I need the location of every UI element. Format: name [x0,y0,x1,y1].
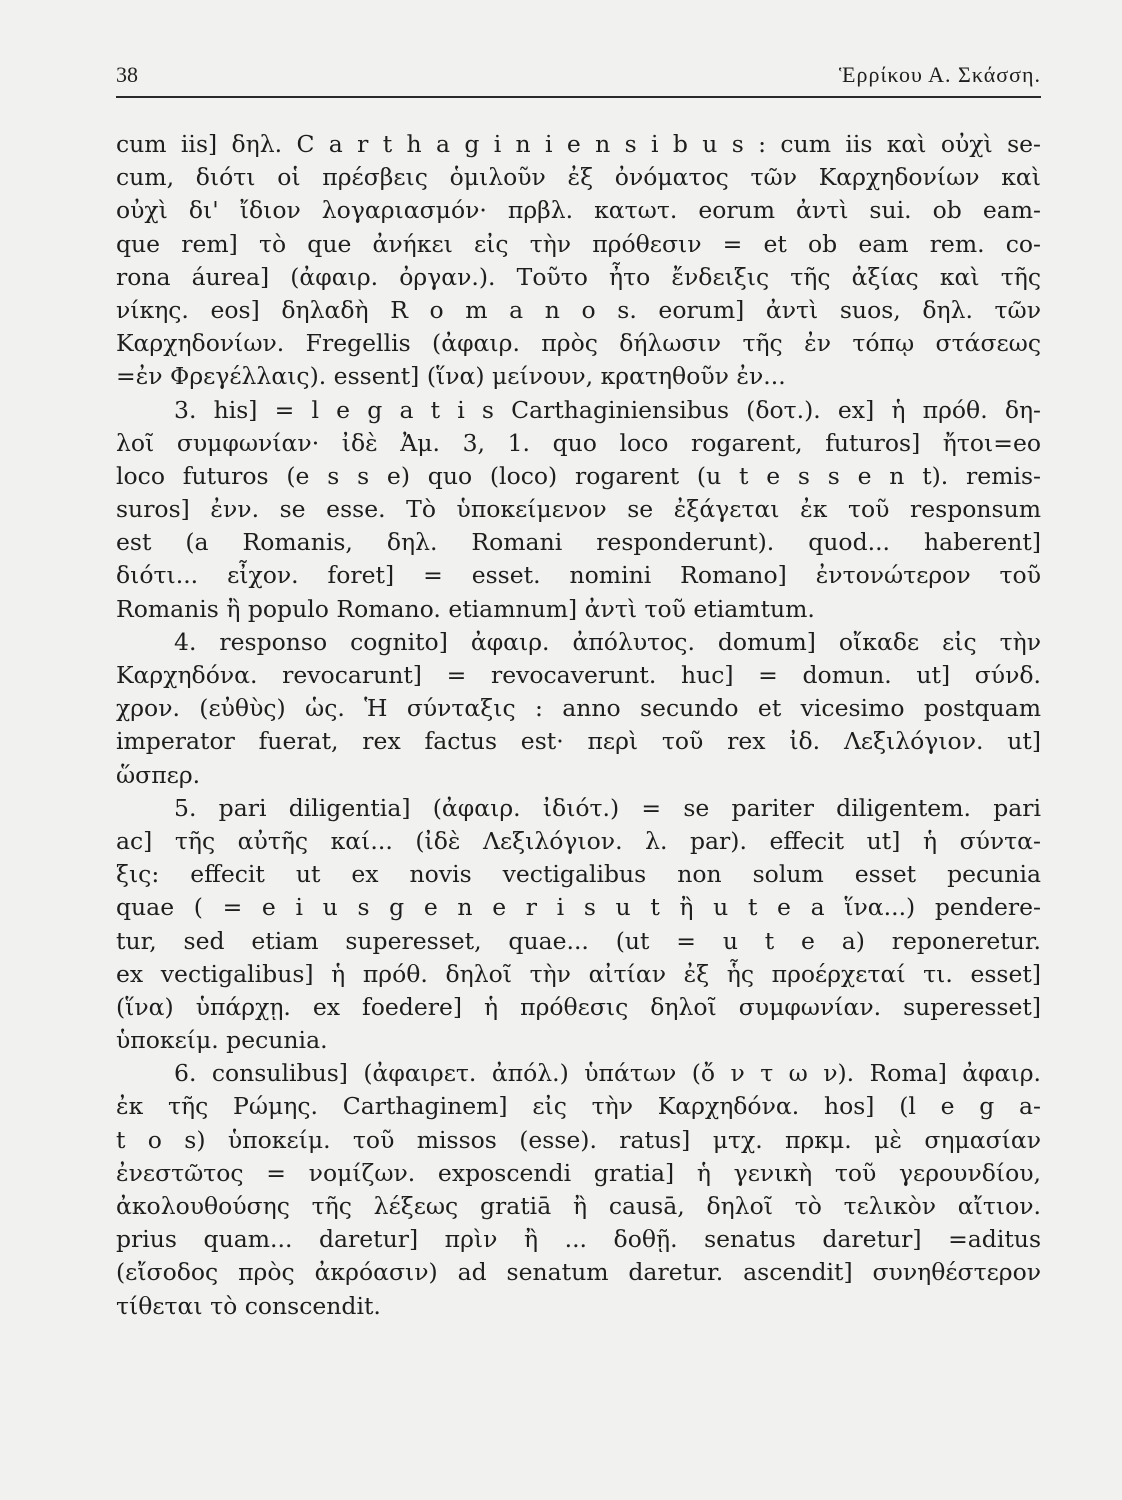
text-line: =ἐν Φρεγέλλαις). essent] (ἵνα) μείνουν, κρατηθοῦν ἐν... [116,362,786,391]
paragraph-2 [116,394,1041,626]
text-line: rona áurea] (ἀφαιρ. ὀργαν.). Τοῦτο ἦτο ἔνδειξις τῆς ἀξίας καὶ τῆς [116,262,1041,291]
text-line: prius quam... daretur] πρὶν ἢ ... δοθῇ. senatus daretur] =aditus [116,1225,1041,1254]
text-line: ἀκολουθούσης τῆς λέξεως gratiā ἢ causā, δηλοῖ τὸ τελικὸν αἴτιον. [116,1192,1041,1220]
text-line: 5. pari diligentia] (ἀφαιρ. ἰδιότ.) = se pariter diligentem. pari [174,793,1041,822]
commentary-text [116,128,1041,1323]
text-line: (ἵνα) ὑπάρχῃ. ex foedere] ἡ πρόθεσις δηλοῖ συμφωνίαν. superesset] [116,992,1041,1021]
text-line: suros] ἐνν. se esse. Τὸ ὑποκείμενον se ἐξάγεται ἐκ τοῦ responsum [116,495,1041,524]
paragraph-4 [116,792,1041,1058]
text-line: 6. consulibus] (ἀφαιρετ. ἀπόλ.) ὑπάτων (ὄ ν τ ω ν). Roma] ἀφαιρ. [174,1059,1041,1088]
text-line: ὑποκείμ. pecunia. [116,1026,328,1055]
text-line: est (a Romanis, δηλ. Romani responderunt). quod... haberent] [116,528,1041,557]
text-line: loco futuros (e s s e) quo (loco) rogarent (u t e s s e n t). remis- [116,461,1041,490]
text-line: ac] τῆς αὐτῆς καί... (ἰδὲ Λεξιλόγιον. λ. par). effecit ut] ἡ σύντα- [116,826,1041,855]
text-line: Καρχηδόνα. revocarunt] = revocaverunt. huc] = domun. ut] σύνδ. [116,661,1041,689]
text-line: χρον. (εὐθὺς) ὡς. Ἡ σύνταξις : anno secundo et vicesimo postquam [116,694,1041,723]
text-line: διότι... εἶχον. foret] = esset. nomini Romano] ἐντονώτερον τοῦ [116,561,1041,590]
text-line: ὥσπερ. [116,760,201,789]
text-line: ἐνεστῶτος = νομίζων. exposcendi gratia] ἡ γενικὴ τοῦ γερουνδίου, [116,1158,1041,1187]
text-line: λοῖ συμφωνίαν· ἰδὲ Ἀμ. 3, 1. quo loco rogarent, futuros] ἤτοι=eo [116,428,1041,457]
text-line: τίθεται τὸ conscendit. [116,1291,381,1320]
text-line: νίκης. eos] δηλαδὴ R o m a n o s. eorum] ἀντὶ suos, δηλ. τῶν [116,295,1041,324]
text-line: ἐκ τῆς Ρώμης. Carthaginem] εἰς τὴν Καρχηδόνα. hos] (l e g a- [116,1092,1041,1121]
text-line: Καρχηδονίων. Fregellis (ἀφαιρ. πρὸς δήλωσιν τῆς ἐν τόπῳ στάσεως [116,329,1041,358]
text-line: Romanis ἢ populo Romano. etiamnum] ἀντὶ τοῦ etiamtum. [116,594,815,623]
text-line: 3. his] = l e g a t i s Carthaginiensibus (δοτ.). ex] ἡ πρόθ. δη- [174,395,1041,424]
text-line: ex vectigalibus] ἡ πρόθ. δηλοῖ τὴν αἰτίαν ἐξ ἧς προέρχεταί τι. esset] [116,959,1041,988]
text-line: imperator fuerat, rex factus est· περὶ τοῦ rex ἰδ. Λεξιλόγιον. ut] [116,727,1041,756]
text-line: tur, sed etiam superesset, quae... (ut = u t e a) reponeretur. [116,926,1041,955]
text-line: ξις: effecit ut ex novis vectigalibus non solum esset pecunia [116,860,1041,889]
text-line: quae ( = e i u s g e n e r i s u t ἢ u t e a ἵνα...) pendere- [116,893,1041,922]
running-head: Ἑρρίκου Α. Σκάσση. [839,62,1041,87]
paragraph-3 [116,626,1041,792]
text-line: t o s) ὑποκείμ. τοῦ missos (esse). ratus] μτχ. πρκμ. μὲ σημασίαν [116,1125,1041,1154]
text-line: cum iis] δηλ. C a r t h a g i n i e n s i b u s : cum iis καὶ οὐχὶ se- [116,130,1041,158]
text-line: οὐχὶ δι' ἴδιον λογαριασμόν· πρβλ. κατωτ. eorum ἀντὶ sui. ob eam- [116,196,1041,225]
page-number: 38 [116,62,138,87]
text-line: que rem] τὸ que ἀνήκει εἰς τὴν πρόθεσιν = et ob eam rem. co- [116,229,1041,258]
text-line: cum, διότι οἱ πρέσβεις ὁμιλοῦν ἐξ ὀνόματος τῶν Καρχηδονίων καὶ [116,163,1041,192]
page-header [116,50,1041,98]
paragraph-1 [116,128,1041,394]
text-line: 4. responso cognito] ἀφαιρ. ἀπόλυτος. domum] οἴκαδε εἰς τὴν [174,627,1041,656]
text-line: (εἴσοδος πρὸς ἀκρόασιν) ad senatum daretur. ascendit] συνηθέστερον [116,1258,1041,1287]
paragraph-5 [116,1057,1041,1323]
